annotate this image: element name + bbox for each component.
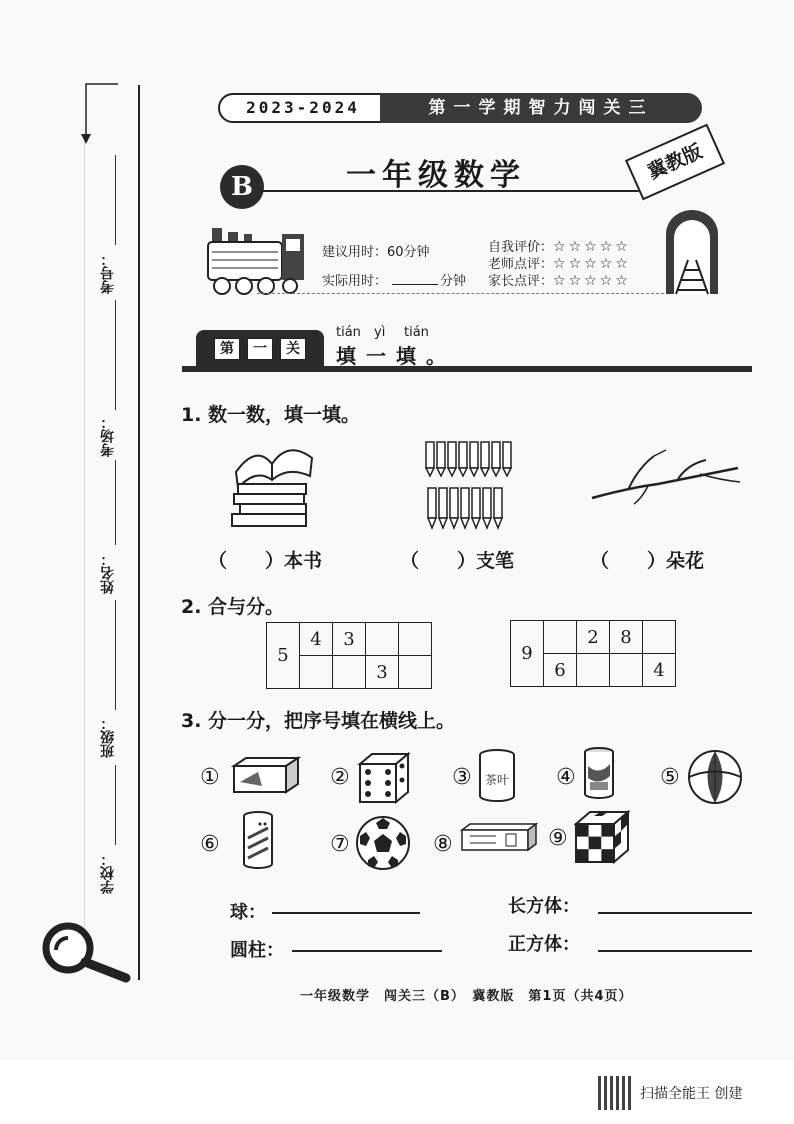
school-label: 学校： (100, 852, 116, 894)
question-1: 1. 数一数，填一填。 (181, 404, 361, 426)
edition-stamp: 冀教版 (625, 124, 725, 201)
class-line (115, 600, 116, 710)
grid-cell[interactable]: 2 (577, 621, 610, 654)
grid-cell[interactable]: 3 (333, 623, 366, 656)
compose-grid-right (510, 620, 676, 687)
pinyin-1: tián (336, 325, 361, 340)
page-footer: 一年级数学 闯关三（B） 冀教版 第1页（共4页） (300, 989, 633, 1004)
answer-pencils[interactable]: （ ）支笔 (400, 550, 515, 572)
box-icon (226, 756, 302, 796)
magnifier-icon (40, 920, 132, 984)
option-number-7: ⑦ (330, 832, 350, 857)
year-banner: 2023-2024 (218, 93, 388, 123)
qr-code-icon (598, 1076, 632, 1110)
grid-cell[interactable]: 6 (544, 654, 577, 687)
pinyin-2: yì (374, 325, 386, 340)
option-number-2: ② (330, 765, 350, 790)
actual-time-field[interactable] (392, 284, 438, 285)
teacher-rating-label: 老师点评： (488, 257, 554, 272)
cylinder-category-label: 圆柱： (230, 940, 284, 961)
grid-cell[interactable] (643, 621, 676, 654)
page-title: 一年级数学 (346, 158, 526, 193)
level-chip-2: 一 (247, 338, 273, 360)
cylinder-tube-icon (240, 808, 276, 872)
question-2: 2. 合与分。 (181, 596, 285, 618)
level-chip-1: 第 (214, 338, 240, 360)
name-line (115, 460, 116, 545)
teacher-rating-stars[interactable]: ☆☆☆☆☆ (553, 256, 631, 272)
grid-cell[interactable]: 8 (610, 621, 643, 654)
cube-category-label: 正方体： (508, 934, 580, 955)
grid-cell[interactable] (399, 656, 432, 689)
books-icon (226, 436, 318, 532)
exam-room-label: 考场： (100, 415, 116, 457)
grid-cell[interactable] (399, 623, 432, 656)
answer-flowers[interactable]: （ ）朵花 (590, 550, 705, 572)
exam-id-label: 考号： (100, 252, 116, 294)
grid-cell-total: 9 (511, 621, 544, 687)
question-3: 3. 分一分，把序号填在横线上。 (181, 710, 456, 732)
parent-rating-label: 家长点评： (488, 274, 554, 289)
suggested-time: 建议用时：60分钟 (322, 245, 430, 260)
option-number-5: ⑤ (660, 765, 680, 790)
rubiks-cube-icon (574, 810, 630, 866)
parent-rating (488, 270, 631, 289)
soccer-ball-icon (354, 814, 412, 872)
binding-line (138, 85, 140, 980)
cuboid-category-label: 长方体： (508, 896, 580, 917)
grid-cell-total: 5 (267, 623, 300, 689)
branch-icon (588, 448, 748, 508)
fold-arrow-icon (78, 82, 122, 146)
option-number-9: ⑨ (548, 826, 568, 851)
soda-can-icon (582, 746, 616, 802)
grid-cell[interactable] (610, 654, 643, 687)
dice-icon (356, 750, 412, 806)
actual-time-unit: 分钟 (440, 274, 467, 289)
cube-answer-line[interactable] (598, 950, 752, 952)
parent-rating-stars[interactable]: ☆☆☆☆☆ (553, 273, 631, 289)
option-number-6: ⑥ (200, 832, 220, 857)
beach-ball-icon (686, 748, 744, 806)
section-title: 填一填。 (336, 344, 456, 368)
cylinder-answer-line[interactable] (292, 950, 442, 952)
cuboid-answer-line[interactable] (598, 912, 752, 914)
grid-cell[interactable]: 3 (366, 656, 399, 689)
pinyin-3: tián (404, 325, 429, 340)
section-bar (182, 366, 752, 372)
grid-cell[interactable] (577, 654, 610, 687)
self-rating-label: 自我评价： (488, 240, 554, 255)
class-label: 班级： (100, 716, 116, 758)
self-rating-stars[interactable]: ☆☆☆☆☆ (553, 239, 631, 255)
scanner-watermark: 扫描全能王 创建 (640, 1086, 743, 1102)
school-line (115, 765, 116, 845)
tea-can-label: 茶叶 (484, 773, 510, 787)
actual-time-label: 实际用时： (322, 274, 388, 289)
tea-can-icon (476, 748, 518, 804)
answer-books[interactable]: （ ）本书 (208, 550, 323, 572)
option-number-3: ③ (452, 765, 472, 790)
grid-cell[interactable] (366, 623, 399, 656)
term-banner: 第一学期智力闯关三 (380, 93, 702, 123)
grid-cell[interactable]: 4 (300, 623, 333, 656)
binding-guide-line (84, 140, 85, 960)
option-number-4: ④ (556, 765, 576, 790)
toothpaste-box-icon (460, 822, 538, 854)
pencils-icon (424, 438, 520, 532)
compose-grid-left (266, 622, 432, 689)
level-chip-3: 关 (280, 338, 306, 360)
room-line (115, 300, 116, 410)
tunnel-icon (664, 208, 720, 296)
version-badge: B (220, 165, 264, 209)
id-line (115, 155, 116, 245)
grid-cell[interactable] (544, 621, 577, 654)
grid-cell[interactable] (300, 656, 333, 689)
grid-cell[interactable] (333, 656, 366, 689)
ball-answer-line[interactable] (272, 912, 420, 914)
option-number-1: ① (200, 765, 220, 790)
grid-cell[interactable]: 4 (643, 654, 676, 687)
train-icon (206, 222, 310, 298)
name-label: 姓名： (100, 552, 116, 594)
option-number-8: ⑧ (433, 832, 453, 857)
ball-category-label: 球： (230, 902, 266, 923)
header-divider (257, 293, 664, 294)
